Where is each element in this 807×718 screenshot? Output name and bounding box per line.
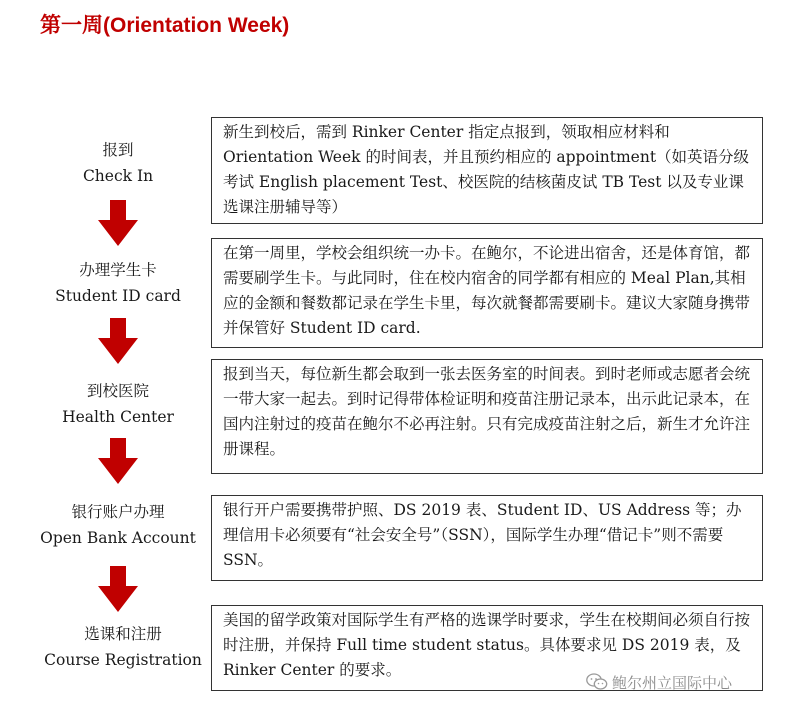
step-label-student-id [23,257,213,309]
step-label-cn: 选课和注册 [84,625,162,643]
step-description: 新生到校后，需到 Rinker Center 指定点报到，领取相应材料和 Orientation Week 的时间表，并且预约相应的 appointment（如英语分级考试 English placement Test、校医院的结核菌皮试 TB Test 以及专业课选课注册辅导等） [223,123,750,216]
step-label-en: Check In [82,167,154,185]
wechat-icon [586,673,608,691]
step-label-cn: 办理学生卡 [79,261,157,279]
step-label-en: Open Bank Account [40,529,196,547]
down-arrow-icon [98,200,138,246]
step-box-check-in [211,117,763,224]
step-description: 银行开户需要携带护照、DS 2019 表、Student ID、US Address 等；办理信用卡必须要有“社会安全号”（SSN），国际学生办理“借记卡”则不需要 SSN。 [223,501,742,569]
watermark [586,670,732,694]
step-description: 美国的留学政策对国际学生有严格的选课学时要求，学生在校期间必须自行按时注册，并保持 Full time student status。具体要求见 DS 2019 表，及 Rinker Center 的要求。 [223,611,751,679]
step-label-en: Course Registration [44,651,202,669]
step-label-cn: 到校医院 [86,382,149,400]
step-box-bank-account [211,495,763,581]
step-label-cn: 报到 [102,141,134,159]
step-label-health-center [23,378,213,430]
step-box-health-center [211,359,763,474]
down-arrow-icon [98,318,138,364]
step-label-check-in [23,137,213,189]
down-arrow-icon [98,438,138,484]
step-label-cn: 银行账户办理 [71,503,165,521]
step-label-bank-account [23,499,213,551]
step-label-course-registration [28,621,218,673]
step-box-student-id [211,238,763,348]
step-description: 在第一周里，学校会组织统一办卡。在鲍尔，不论进出宿舍，还是体育馆，都需要刷学生卡。与此同时，住在校内宿舍的同学都有相应的 Meal Plan,其相应的金额和餐数都记录在学生卡里，每次就餐都需要刷卡。建议大家随身携带并保管好 Student ID card. [223,244,751,337]
down-arrow-icon [98,566,138,612]
step-description: 报到当天，每位新生都会取到一张去医务室的时间表。到时老师或志愿者会统一带大家一起去。到时记得带体检证明和疫苗注册记录本，出示此记录本，在国内注射过的疫苗在鲍尔不必再注射。只有完成疫苗注射之后，新生才允许注册课程。 [223,365,751,458]
watermark-text: 鲍尔州立国际中心 [612,673,733,692]
page-title: 第一周(Orientation Week) [40,14,290,37]
step-label-en: Health Center [62,408,174,426]
step-label-en: Student ID card [55,287,181,305]
